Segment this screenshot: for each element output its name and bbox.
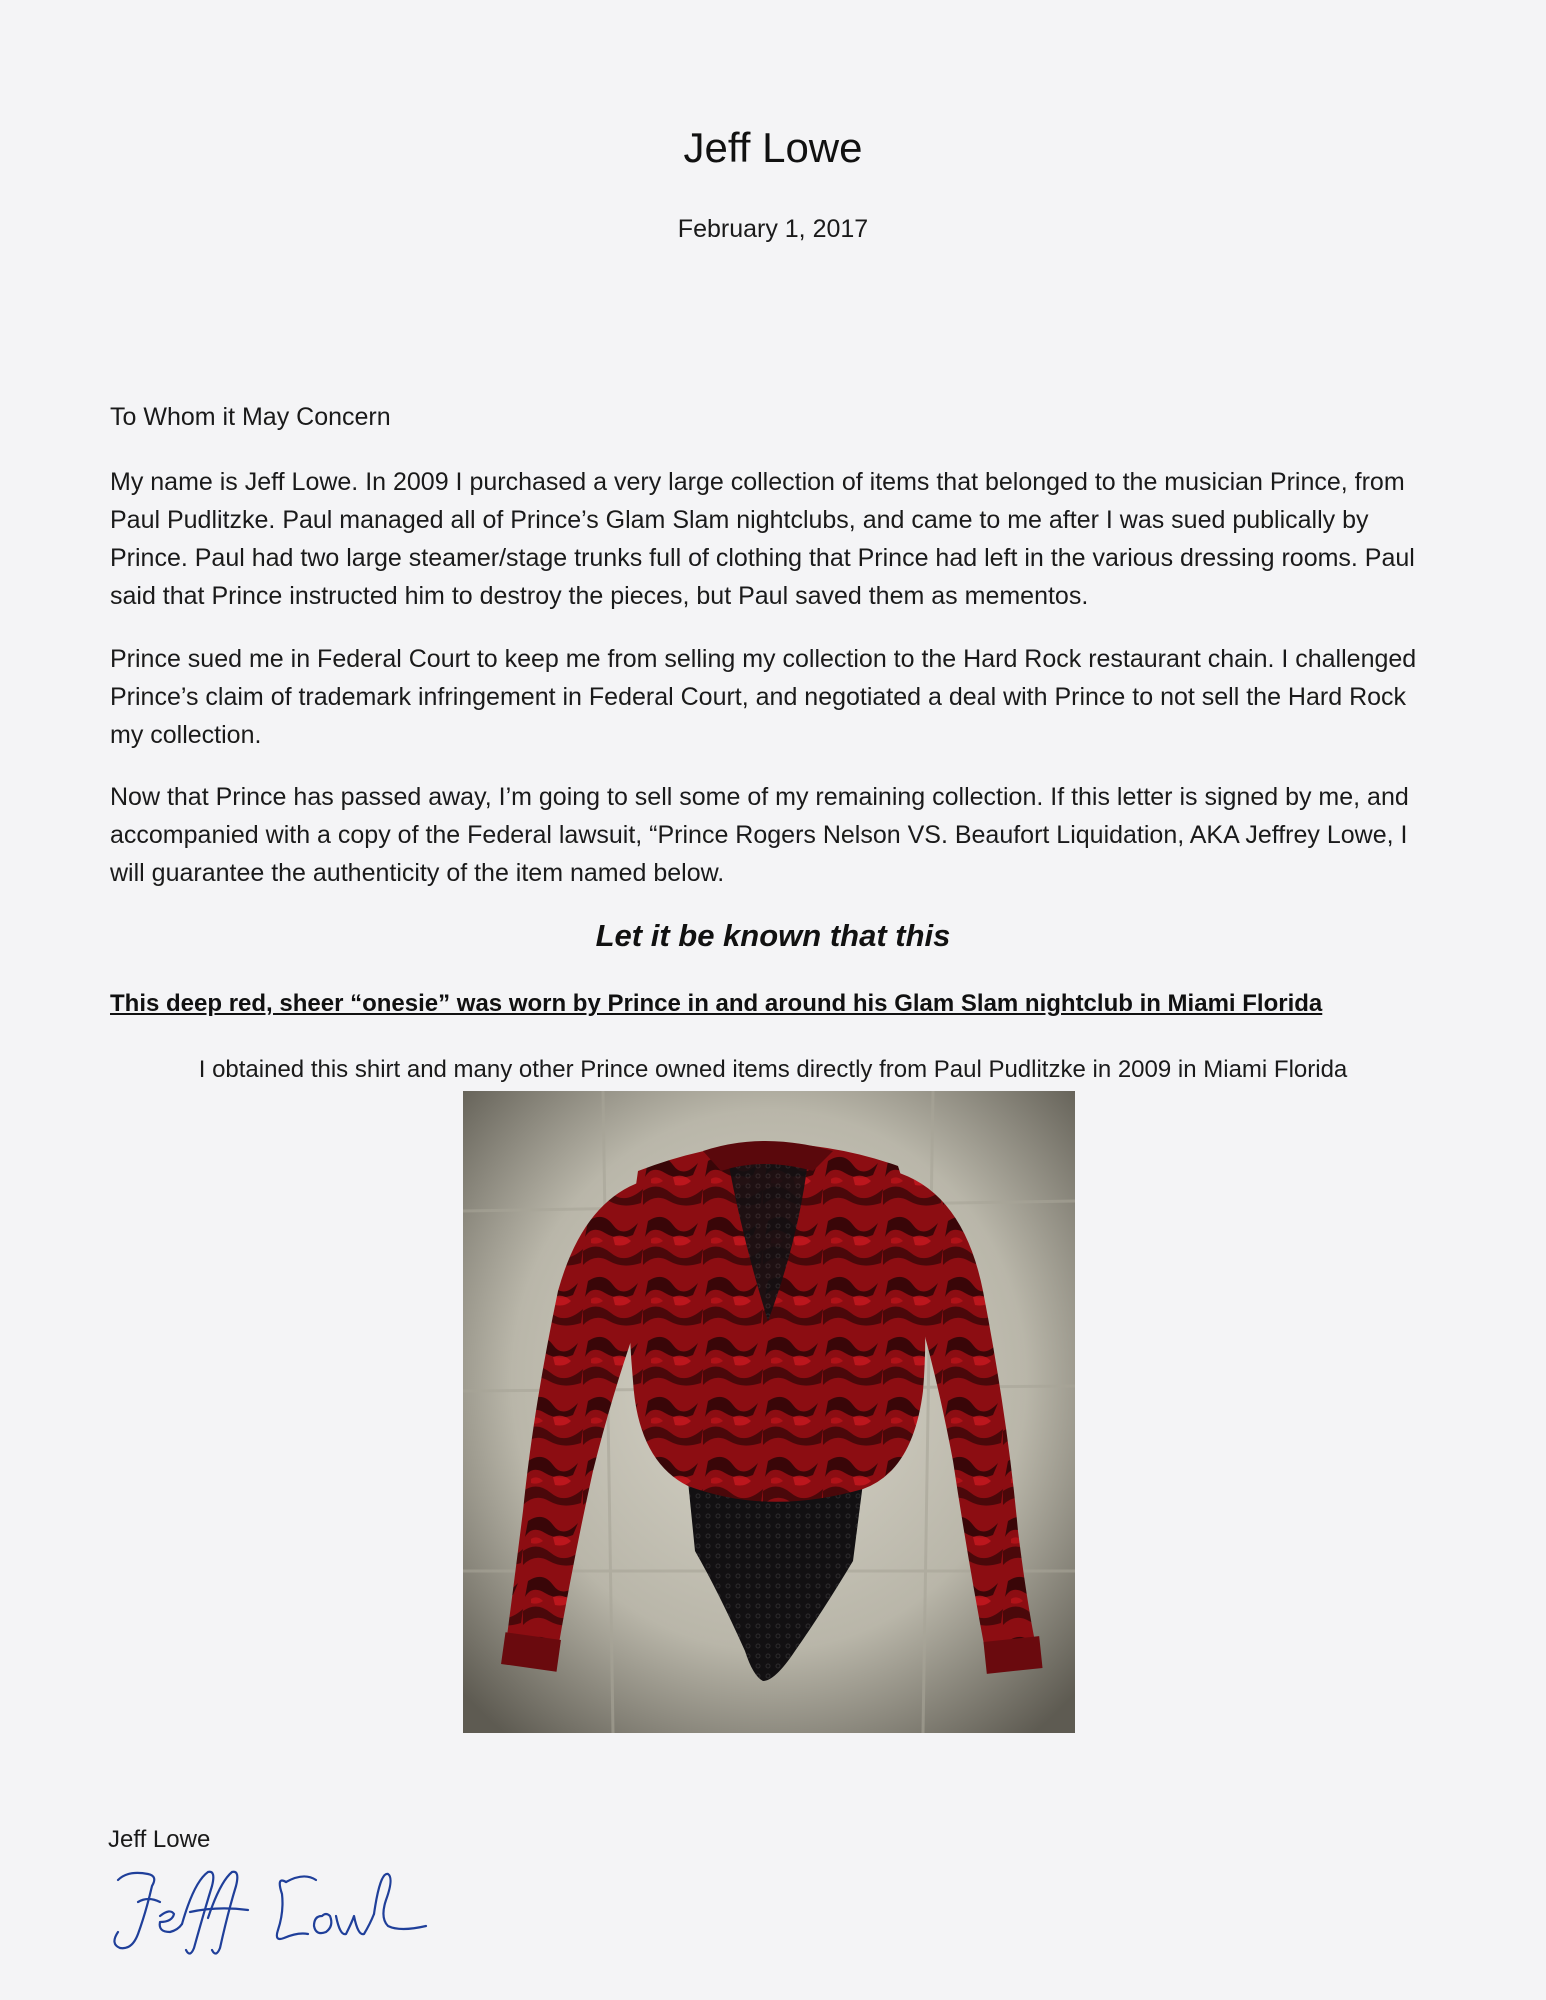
letter-date: February 1, 2017 — [677, 215, 869, 243]
item-statement: This deep red, sheer “onesie” was worn by Prince in and around his Glam Slam nightclub in Miami Florida — [110, 990, 1323, 1017]
letter-header-name: Jeff Lowe — [683, 124, 863, 171]
paragraph-lawsuit: Prince sued me in Federal Court to keep me from selling my collection to the Hard Rock restaurant chain. I challenged Prince’s claim of trademark infringement in Federal Court, and negotiated a deal with Prince to not sell the Hard Rock my collection. — [110, 645, 1417, 749]
garment-photo — [463, 1091, 1075, 1733]
provenance-statement: I obtained this shirt and many other Prince owned items directly from Paul Pudlitzke in 2009 in Miami Florida — [198, 1056, 1348, 1083]
salutation: To Whom it May Concern — [110, 403, 391, 431]
declaration-heading: Let it be known that this — [595, 918, 951, 953]
paragraph-purchase-history: My name is Jeff Lowe. In 2009 I purchased a very large collection of items that belonged to the musician Prince, from Paul Pudlitzke. Paul managed all of Prince’s Glam Slam nightclubs, and came to me after I was sued publically by Prince. Paul had two large steamer/stage trunks full of clothing that Prince had left in the various dressing rooms. Paul said that Prince instructed him to destroy the pieces, but Paul saved them as mementos. — [110, 468, 1415, 610]
paragraph-authenticity: Now that Prince has passed away, I’m going to sell some of my remaining collection. If this letter is signed by me, and accompanied with a copy of the Federal lawsuit, “Prince Rogers Nelson VS. Beaufort Liquidation, AKA Jeffrey Lowe, I will guarantee the authenticity of the item named below. — [110, 783, 1409, 887]
handwritten-signature — [108, 1852, 468, 1962]
signer-name: Jeff Lowe — [108, 1826, 211, 1853]
